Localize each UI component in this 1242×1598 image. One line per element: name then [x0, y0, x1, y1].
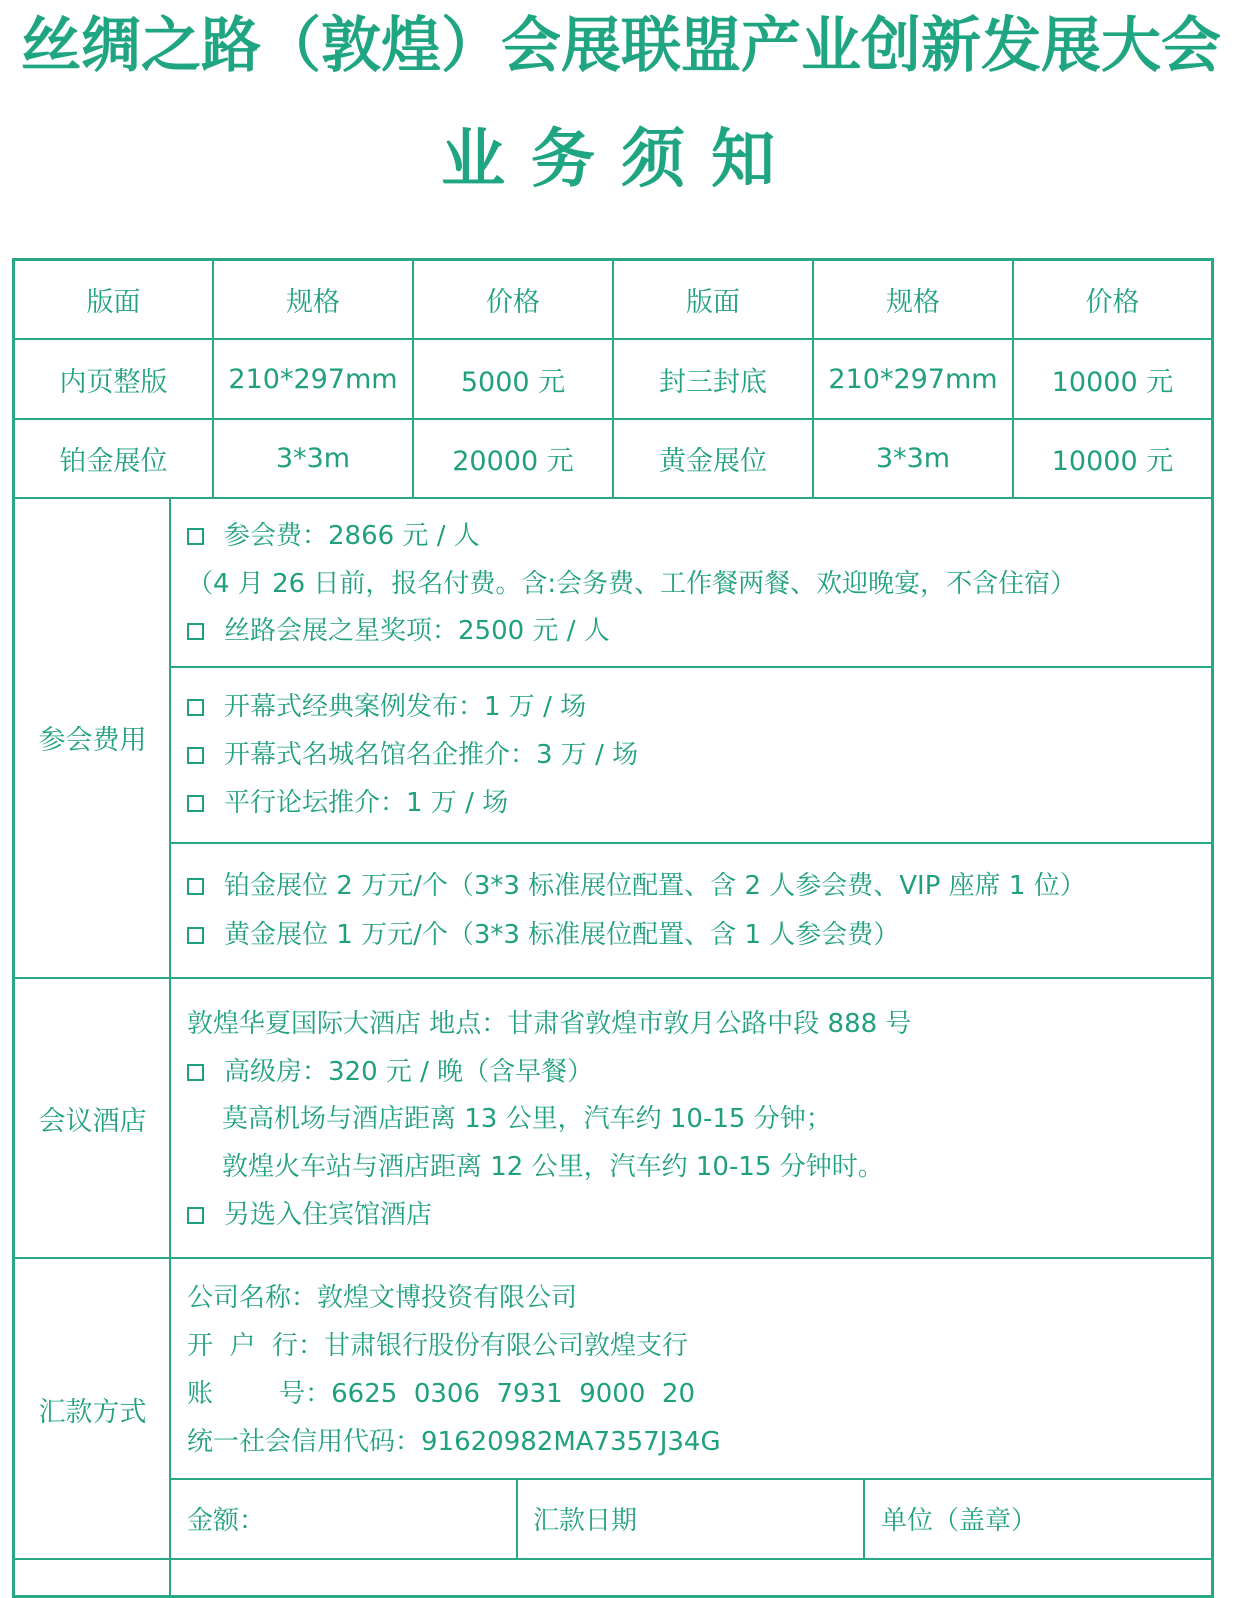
- fee-option: [187, 785, 508, 821]
- remit-label: 汇款方式: [38, 1396, 147, 1428]
- fees-label: 参会费用: [38, 725, 147, 756]
- divider: [516, 1479, 518, 1559]
- divider: [171, 842, 1211, 844]
- page-subtitle: 业务须知: [441, 122, 801, 197]
- bank-name: 开 户 行：甘肃银行股份有限公司敦煌支行: [187, 1331, 689, 1361]
- table-cell: 3*3m: [875, 443, 951, 474]
- checkbox-icon[interactable]: [187, 795, 204, 812]
- fee-option: [187, 737, 638, 773]
- hotel-option: [187, 1197, 432, 1233]
- table-cell: 5000 元: [460, 366, 566, 398]
- fee-option: [187, 613, 610, 649]
- fee-text: 铂金展位 2 万元/个（3*3 标准展位配置、含 2 人参会费、VIP 座席 1 位）: [224, 871, 1086, 901]
- divider: [863, 1479, 865, 1559]
- fee-note: （4 月 26 日前，报名付费。含:会务费、工作餐两餐、欢迎晚宴，不含住宿）: [187, 569, 1077, 599]
- divider: [15, 977, 1211, 979]
- date-field-label: 汇款日期: [533, 1506, 638, 1536]
- hotel-note: 莫高机场与酒店距离 13 公里，汽车约 10-15 分钟；: [222, 1104, 832, 1134]
- divider: [15, 1558, 1211, 1560]
- checkbox-icon[interactable]: [187, 528, 204, 545]
- amount-field-label: 金额：: [187, 1506, 266, 1536]
- hotel-text: 高级房：320 元 / 晚（含早餐）: [224, 1057, 594, 1087]
- header-cell: 版面: [686, 287, 740, 318]
- company-name: 公司名称：敦煌文博投资有限公司: [187, 1283, 578, 1313]
- header-cell: 版面: [86, 287, 141, 318]
- checkbox-icon[interactable]: [187, 623, 204, 640]
- credit-code: 统一社会信用代码：91620982MA7357J34G: [187, 1427, 721, 1457]
- table-cell: 210*297mm: [228, 363, 398, 395]
- hotel-address: 敦煌华夏国际大酒店 地点：甘肃省敦煌市敦月公路中段 888 号: [187, 1009, 912, 1039]
- header-cell: 规格: [286, 287, 340, 318]
- table-cell: 10000 元: [1051, 446, 1174, 477]
- header-cell: 规格: [886, 287, 940, 318]
- table-cell: 铂金展位: [59, 446, 168, 477]
- fee-option: [187, 917, 899, 953]
- checkbox-icon[interactable]: [187, 699, 204, 716]
- hotel-text: 另选入住宾馆酒店: [224, 1200, 433, 1230]
- fee-option: [187, 868, 1086, 904]
- checkbox-icon[interactable]: [187, 747, 204, 764]
- info-table: [12, 258, 1214, 1598]
- checkbox-icon[interactable]: [187, 927, 204, 944]
- hotel-note: 敦煌火车站与酒店距离 12 公里，汽车约 10-15 分钟时。: [222, 1152, 884, 1182]
- table-cell: 10000 元: [1051, 366, 1174, 398]
- table-cell: 内页整版: [59, 366, 168, 398]
- account-number: 账 号：6625 0306 7931 9000 20: [187, 1379, 695, 1409]
- seal-field-label: 单位（盖章）: [881, 1506, 1038, 1536]
- hotel-label: 会议酒店: [38, 1105, 147, 1137]
- fee-option: [187, 689, 586, 725]
- divider: [171, 1478, 1211, 1480]
- hotel-option: [187, 1054, 593, 1090]
- table-cell: 210*297mm: [828, 363, 998, 395]
- divider: [15, 1257, 1211, 1259]
- checkbox-icon[interactable]: [187, 878, 204, 895]
- fee-option: [187, 518, 480, 554]
- fee-text: 开幕式经典案例发布：1 万 / 场: [224, 692, 587, 722]
- fee-text: 开幕式名城名馆名企推介：3 万 / 场: [224, 740, 639, 770]
- fee-text: 参会费：2866 元 / 人: [224, 521, 480, 551]
- table-cell: 黄金展位: [659, 446, 767, 477]
- fee-text: 丝路会展之星奖项：2500 元 / 人: [224, 616, 610, 646]
- divider: [171, 666, 1211, 668]
- checkbox-icon[interactable]: [187, 1207, 204, 1224]
- checkbox-icon[interactable]: [187, 1064, 204, 1081]
- table-cell: 3*3m: [275, 443, 351, 474]
- header-cell: 价格: [486, 287, 540, 318]
- page-title: 丝绸之路（敦煌）会展联盟产业创新发展大会: [21, 11, 1221, 81]
- header-cell: 价格: [1085, 287, 1140, 318]
- table-cell: 封三封底: [659, 366, 767, 398]
- fee-text: 黄金展位 1 万元/个（3*3 标准展位配置、含 1 人参会费）: [224, 920, 900, 950]
- table-cell: 20000 元: [452, 446, 574, 477]
- fee-text: 平行论坛推介：1 万 / 场: [224, 788, 509, 818]
